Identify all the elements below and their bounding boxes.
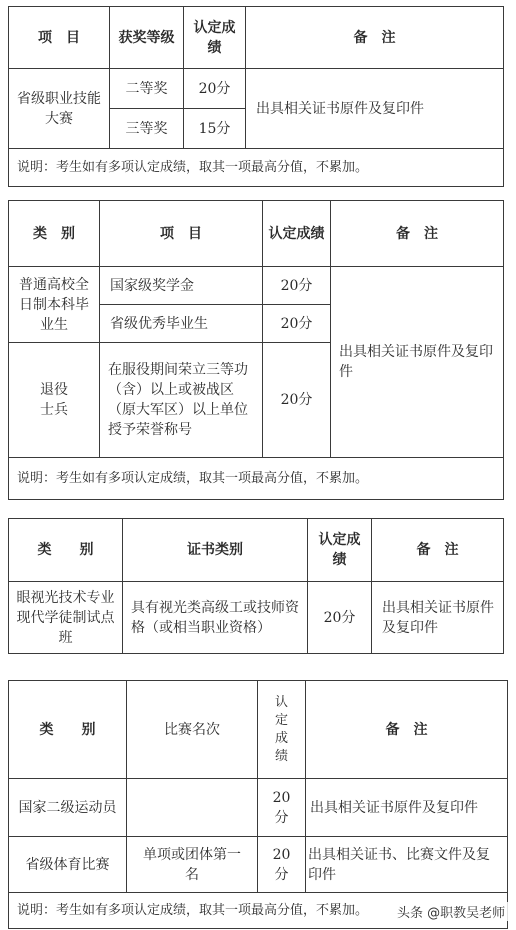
table-apprenticeship [8, 518, 504, 654]
score-cell: 20分 [263, 343, 331, 458]
remark-cell: 出具相关证书、比赛文件及复印件 [306, 837, 508, 893]
score-cell: 20分 [263, 305, 331, 343]
remark-cell: 出具相关证书原件及复印件 [246, 69, 504, 149]
header-remark: 备 注 [372, 519, 504, 582]
category-cell: 国家二级运动员 [9, 779, 127, 837]
header-score: 认定成绩 [258, 681, 306, 779]
table-sports [8, 680, 508, 929]
header-category: 类 别 [9, 519, 123, 582]
category-cell: 省级体育比赛 [9, 837, 127, 893]
grade-cell: 三等奖 [110, 109, 184, 149]
remark-cell: 出具相关证书原件及复印件 [306, 779, 508, 837]
item-cell: 国家级奖学金 [100, 267, 263, 305]
header-score: 认定成绩 [184, 7, 246, 69]
table-vocational-skills [8, 6, 504, 187]
score-cell: 20分 [263, 267, 331, 305]
watermark-label: 头条 @职教吴老师 [394, 902, 508, 921]
header-remark: 备 注 [246, 7, 504, 69]
header-project: 项 目 [9, 7, 110, 69]
table-note: 说明：考生如有多项认定成绩，取其一项最高分值，不累加。 [9, 893, 508, 929]
grade-cell: 二等奖 [110, 69, 184, 109]
score-cell: 15分 [184, 109, 246, 149]
category-cell: 眼视光技术专业现代学徒制试点班 [9, 582, 123, 654]
header-score: 认定成绩 [263, 201, 331, 267]
category-cell: 普通高校全日制本科毕业生 [9, 267, 100, 343]
rank-cell [127, 779, 258, 837]
item-cell: 在服役期间荣立三等功（含）以上或被战区（原大军区）以上单位授予荣誉称号 [100, 343, 263, 458]
header-remark: 备 注 [331, 201, 504, 267]
header-remark: 备 注 [306, 681, 508, 779]
header-cert-type: 证书类别 [123, 519, 308, 582]
rank-cell: 单项或团体第一名 [127, 837, 258, 893]
header-category: 类 别 [9, 681, 127, 779]
header-project: 项 目 [100, 201, 263, 267]
cert-cell: 具有视光类高级工或技师资格（或相当职业资格） [123, 582, 308, 654]
item-cell: 省级优秀毕业生 [100, 305, 263, 343]
score-cell: 20分 [308, 582, 372, 654]
score-cell: 20分 [258, 779, 306, 837]
remark-cell: 出具相关证书原件及复印件 [372, 582, 504, 654]
table-graduates-veterans [8, 200, 504, 500]
remark-cell: 出具相关证书原件及复印件 [331, 267, 504, 458]
table-note: 说明：考生如有多项认定成绩，取其一项最高分值，不累加。 [9, 149, 504, 187]
project-cell: 省级职业技能大赛 [9, 69, 110, 149]
header-score: 认定成绩 [308, 519, 372, 582]
table-note: 说明：考生如有多项认定成绩，取其一项最高分值，不累加。 [9, 458, 504, 500]
header-category: 类 别 [9, 201, 100, 267]
header-award-level: 获奖等级 [110, 7, 184, 69]
score-cell: 20分 [258, 837, 306, 893]
header-competition-rank: 比赛名次 [127, 681, 258, 779]
category-cell: 退役士兵 [9, 343, 100, 458]
score-cell: 20分 [184, 69, 246, 109]
